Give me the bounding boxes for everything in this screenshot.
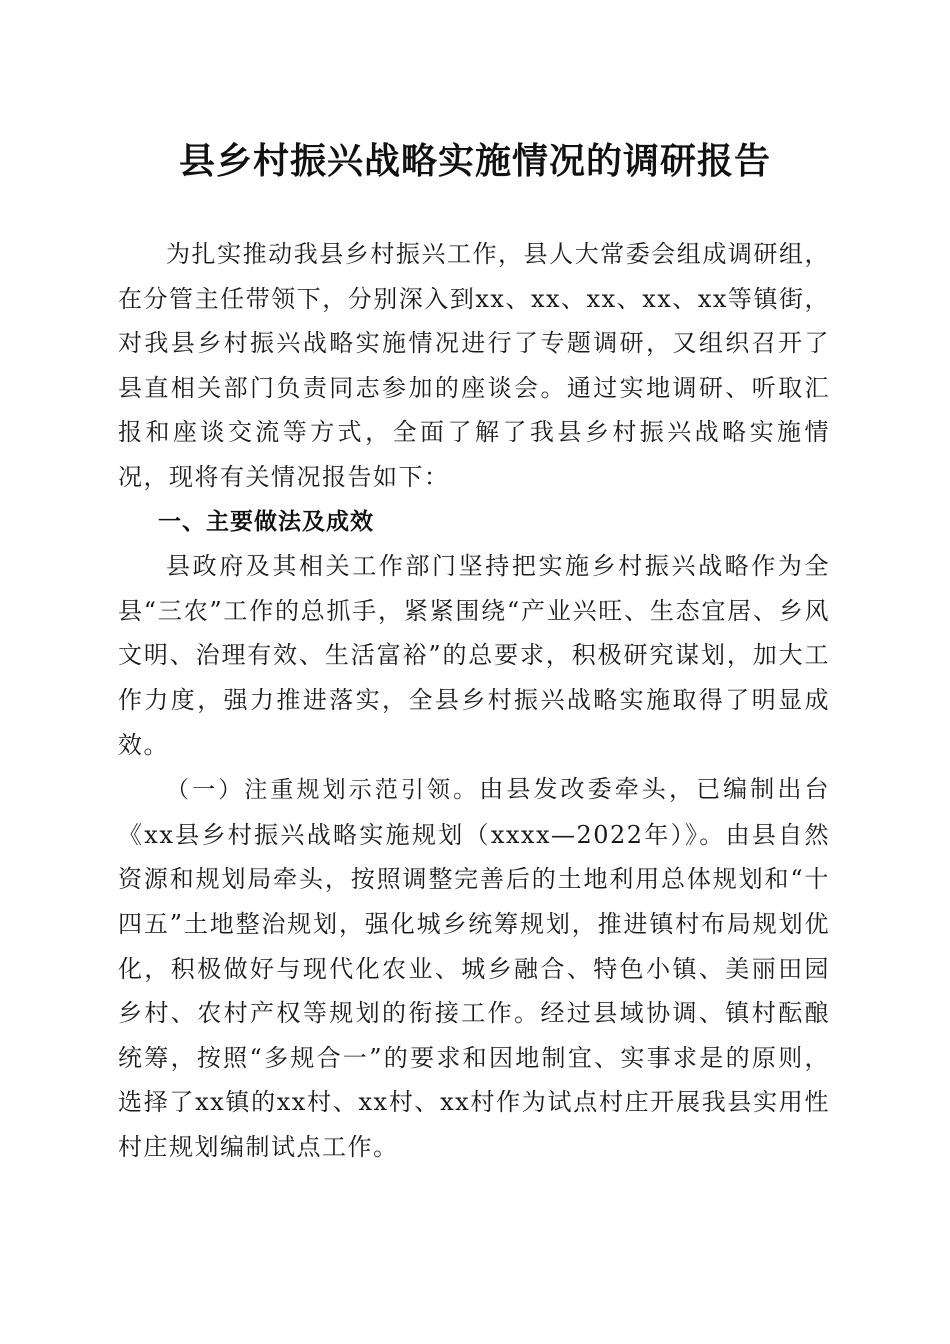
document-title: 县乡村振兴战略实施情况的调研报告 bbox=[178, 140, 771, 182]
section-paragraph: 县政府及其相关工作部门坚持把实施乡村振兴战略作为全县“三农”工作的总抓手，紧紧围绕“产业兴旺、生态宜居、乡风文明、治理有效、生活富裕”的总要求，积极研究谋划，加大工作力度，强力推进落实，全县乡村振兴战略实施取得了明显成效。 bbox=[118, 552, 830, 759]
subsection-heading: （一）注重规划示范引领。 bbox=[166, 777, 480, 804]
document-body bbox=[118, 232, 830, 1169]
section-heading: 一、主要做法及成效 bbox=[158, 508, 374, 535]
subsection-paragraph bbox=[118, 767, 830, 1169]
intro-paragraph: 为扎实推动我县乡村振兴工作，县人大常委会组成调研组，在分管主任带领下，分别深入到xx、xx、xx、xx、xx等镇街，对我县乡村振兴战略实施情况进行了专题调研，又组织召开了县直相关部门负责同志参加的座谈会。通过实地调研、听取汇报和座谈交流等方式，全面了解了我县乡村振兴战略实施情况，现将有关情况报告如下： bbox=[118, 240, 830, 491]
subsection-text: 由县发改委牵头，已编制出台《xx县乡村振兴战略实施规划（xxxx—2022年）》。由县自然资源和规划局牵头，按照调整完善后的土地利用总体规划和“十四五”土地整治规划，强化城乡统筹规划，推进镇村布局规划优化，积极做好与现代化农业、城乡融合、特色小镇、美丽田园乡村、农村产权等规划的衔接工作。经过县域协调、镇村酝酿统筹，按照“多规合一”的要求和因地制宜、实事求是的原则，选择了xx镇的xx村、xx村、xx村作为试点村庄开展我县实用性村庄规划编制试点工作。 bbox=[118, 775, 830, 1161]
